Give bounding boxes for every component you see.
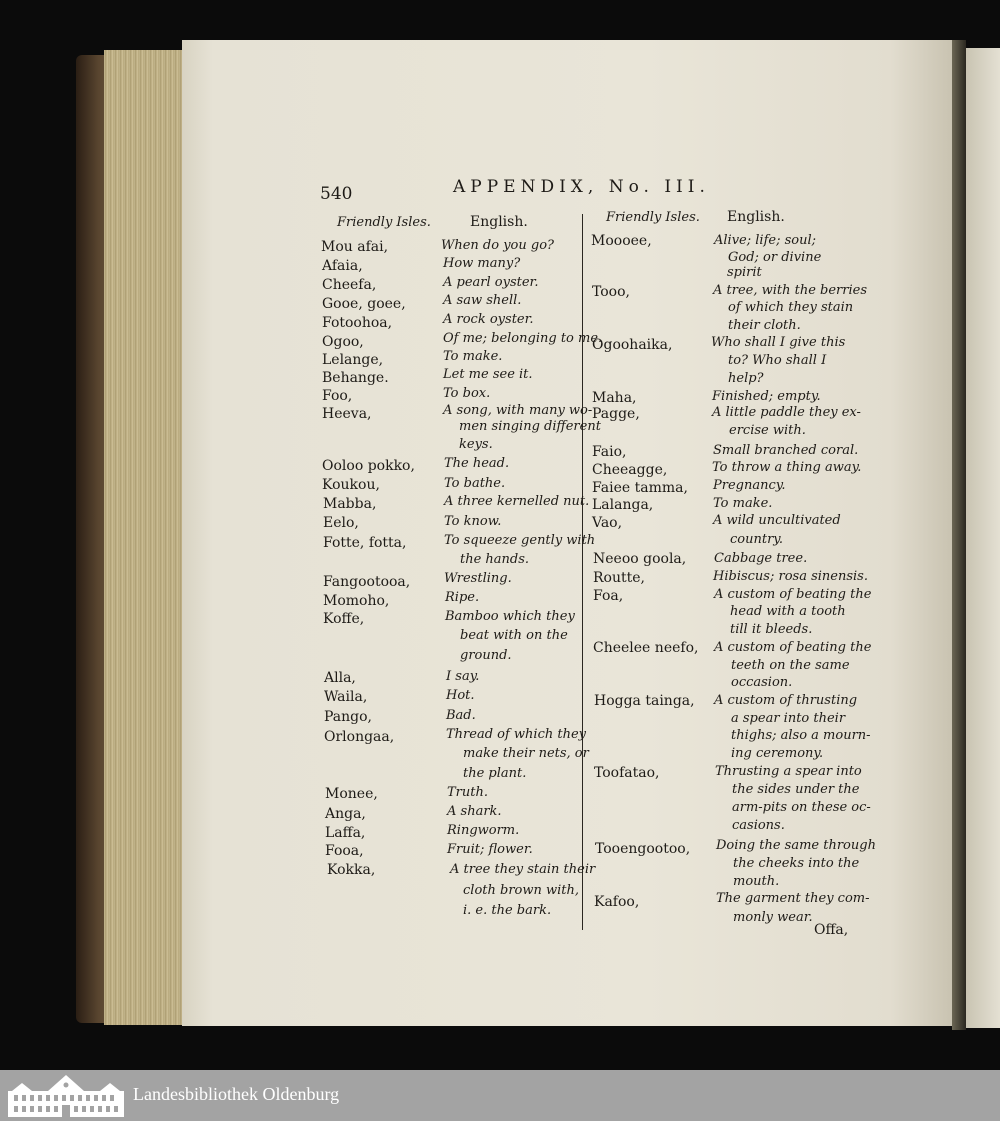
- left-english: A tree they stain their: [450, 862, 596, 877]
- right-word: Foa,: [593, 588, 624, 604]
- left-english: make their nets, or: [463, 746, 589, 761]
- left-word: Momoho,: [323, 593, 390, 609]
- left-word: Pango,: [324, 709, 372, 725]
- right-english: mouth.: [733, 874, 780, 889]
- right-english: to? Who shall I: [728, 353, 827, 368]
- right-english: To throw a thing away.: [712, 460, 862, 475]
- left-english: Hot.: [446, 688, 475, 703]
- right-english: Small branched coral.: [713, 443, 859, 458]
- right-word: Toofatao,: [594, 765, 660, 781]
- right-word: Faio,: [592, 444, 627, 460]
- right-word: Vao,: [592, 515, 623, 531]
- right-word: Pagge,: [592, 406, 640, 422]
- left-english: A rock oyster.: [443, 312, 534, 327]
- left-english: A saw shell.: [443, 293, 522, 308]
- right-english: their cloth.: [728, 318, 801, 333]
- right-word: Hogga tainga,: [594, 693, 695, 709]
- right-english: A little paddle they ex-: [712, 405, 861, 420]
- right-english: Thrusting a spear into: [715, 764, 862, 779]
- left-word: Koffe,: [323, 611, 365, 627]
- left-word: Ooloo pokko,: [322, 458, 415, 474]
- right-english: To make.: [713, 496, 773, 511]
- left-english: The head.: [444, 456, 510, 471]
- right-english: A tree, with the berries: [713, 283, 868, 298]
- right-english: The garment they com-: [716, 891, 870, 906]
- right-english: monly wear.: [733, 910, 813, 925]
- left-word: Eelo,: [323, 515, 359, 531]
- right-word: Cheeagge,: [592, 462, 668, 478]
- left-word: Anga,: [325, 806, 366, 822]
- right-english: help?: [728, 371, 764, 386]
- right-english: A wild uncultivated: [713, 513, 841, 528]
- right-english: Alive; life; soul;: [714, 233, 816, 248]
- left-word: Foo,: [322, 388, 353, 404]
- left-english: i. e. the bark.: [463, 903, 552, 918]
- left-english: I say.: [446, 669, 480, 684]
- library-name: Landesbibliothek Oldenburg: [133, 1084, 340, 1104]
- left-english: Of me; belonging to me.: [443, 331, 603, 346]
- left-english: To know.: [444, 514, 502, 529]
- left-english: A song, with many wo-: [443, 403, 593, 418]
- right-word: Moooee,: [591, 233, 652, 249]
- left-word: Alla,: [324, 670, 356, 686]
- right-word: Kafoo,: [594, 894, 640, 910]
- left-english: ground.: [460, 648, 512, 663]
- right-english: country.: [730, 532, 784, 547]
- right-word: Cheelee neefo,: [593, 640, 699, 656]
- catchword: Offa,: [814, 922, 849, 938]
- right-english: a spear into their: [731, 711, 846, 726]
- left-english: To box.: [443, 386, 491, 401]
- right-english: spirit: [727, 265, 762, 280]
- right-english: arm-pits on these oc-: [732, 800, 871, 815]
- left-word: Waila,: [324, 689, 368, 705]
- right-english: head with a tooth: [730, 604, 846, 619]
- left-word: Fotte, fotta,: [323, 535, 407, 551]
- right-word: Tooengootoo,: [595, 841, 691, 857]
- left-english: Ringworm.: [447, 823, 520, 838]
- right-english: ing ceremony.: [731, 746, 824, 761]
- left-english: When do you go?: [441, 238, 555, 253]
- facing-page: [966, 48, 1000, 1028]
- left-english: To make.: [443, 349, 503, 364]
- left-friendly-header: Friendly Isles.: [337, 215, 431, 230]
- right-english: A custom of beating the: [714, 587, 872, 602]
- left-word: Fotoohoa,: [322, 315, 393, 331]
- right-word: Routte,: [593, 570, 645, 586]
- right-english: the cheeks into the: [733, 856, 860, 871]
- right-english: Finished; empty.: [712, 389, 821, 404]
- left-english: men singing different: [459, 419, 601, 434]
- right-english: Hibiscus; rosa sinensis.: [713, 569, 868, 584]
- left-word: Afaia,: [322, 258, 363, 274]
- left-english: A pearl oyster.: [443, 275, 539, 290]
- left-english: Bamboo which they: [445, 609, 575, 624]
- left-word: Behange.: [322, 370, 389, 386]
- right-english: teeth on the same: [731, 658, 850, 673]
- left-english: Ripe.: [445, 590, 480, 605]
- library-building-logo-icon: [8, 1075, 124, 1117]
- right-word: Lalanga,: [592, 497, 654, 513]
- left-word: Heeva,: [322, 406, 372, 422]
- right-english: the sides under the: [732, 782, 860, 797]
- left-english: Wrestling.: [444, 571, 512, 586]
- left-english: How many?: [443, 256, 521, 271]
- right-english: A custom of thrusting: [714, 693, 858, 708]
- right-english-header: English.: [727, 209, 785, 225]
- left-word: Cheefa,: [322, 277, 377, 293]
- left-english: Thread of which they: [446, 727, 587, 742]
- right-word: Ogoohaika,: [592, 337, 673, 353]
- right-english: Pregnancy.: [713, 478, 786, 493]
- book-gutter: [952, 40, 966, 1030]
- page-title: APPENDIX, No. III.: [453, 177, 710, 197]
- left-word: Ogoo,: [322, 334, 364, 350]
- column-divider: [582, 214, 583, 930]
- left-english: the plant.: [463, 766, 527, 781]
- left-english: keys.: [459, 437, 493, 452]
- left-english: beat with on the: [460, 628, 568, 643]
- left-english: Let me see it.: [443, 367, 533, 382]
- right-word: Neeoo goola,: [593, 551, 687, 567]
- left-english: the hands.: [460, 552, 530, 567]
- left-word: Lelange,: [322, 352, 384, 368]
- right-friendly-header: Friendly Isles.: [606, 210, 700, 225]
- right-word: Maha,: [592, 390, 637, 406]
- left-word: Mou afai,: [321, 239, 389, 255]
- left-english: Bad.: [446, 708, 476, 723]
- right-english: casions.: [732, 818, 785, 833]
- right-word: Tooo,: [592, 284, 630, 300]
- left-word: Laffa,: [325, 825, 366, 841]
- left-word: Fangootooa,: [323, 574, 411, 590]
- right-english: occasion.: [731, 675, 793, 690]
- left-english: Fruit; flower.: [447, 842, 533, 857]
- right-english: thighs; also a mourn-: [731, 728, 871, 743]
- right-english: ercise with.: [729, 423, 806, 438]
- left-english: To squeeze gently with: [444, 533, 596, 548]
- right-english: Cabbage tree.: [714, 551, 808, 566]
- right-english: A custom of beating the: [714, 640, 872, 655]
- page-number: 540: [320, 184, 353, 204]
- left-english: A three kernelled nut.: [444, 494, 590, 509]
- left-word: Mabba,: [323, 496, 377, 512]
- left-word: Koukou,: [322, 477, 380, 493]
- right-english: of which they stain: [728, 300, 854, 315]
- page-edges: [104, 50, 184, 1025]
- left-word: Orlongaa,: [324, 729, 395, 745]
- left-english: A shark.: [447, 804, 502, 819]
- left-english: Truth.: [447, 785, 488, 800]
- right-english: Who shall I give this: [711, 335, 846, 350]
- right-english: God; or divine: [728, 250, 822, 265]
- footer-bar: [0, 1070, 1000, 1121]
- right-english: till it bleeds.: [730, 622, 813, 637]
- left-word: Monee,: [325, 786, 378, 802]
- right-word: Faiee tamma,: [592, 480, 688, 496]
- left-word: Gooe, goee,: [322, 296, 406, 312]
- right-english: Doing the same through: [716, 838, 876, 853]
- left-word: Fooa,: [325, 843, 364, 859]
- left-english-header: English.: [470, 214, 528, 230]
- left-word: Kokka,: [327, 862, 376, 878]
- left-english: To bathe.: [444, 476, 506, 491]
- left-english: cloth brown with,: [463, 883, 580, 898]
